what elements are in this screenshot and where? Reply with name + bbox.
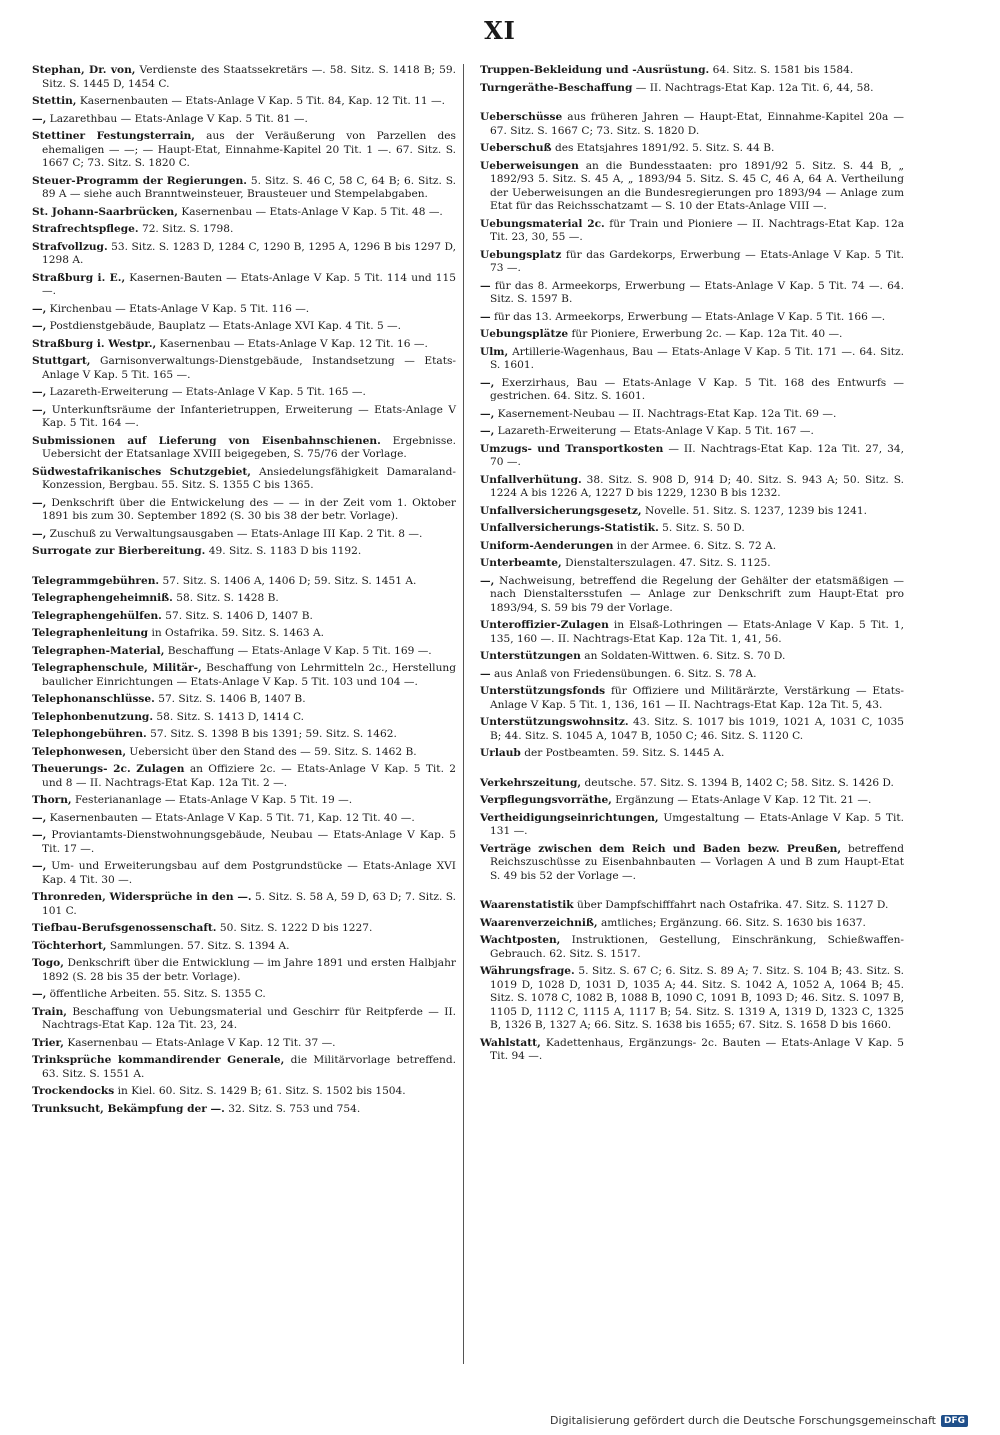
entry-references: 57. Sitz. S. 1406 D, 1407 B. (165, 609, 313, 622)
index-entry (32, 175, 456, 202)
entry-references: amtliches; Ergänzung. 66. Sitz. S. 1630 bis 1637. (600, 916, 866, 929)
entry-references: — II. Nachtrags-Etat Kap. 12a Tit. 27, 34, 70 —. (490, 442, 904, 468)
entry-headword: —, (480, 376, 495, 389)
entry-headword: —, (32, 403, 47, 416)
index-entry (32, 1054, 456, 1081)
index-entry (480, 619, 904, 646)
entry-references: 32. Sitz. S. 753 und 754. (228, 1102, 361, 1115)
entry-references: 43. Sitz. S. 1017 bis 1019, 1021 A, 1031 C, 1035 B; 44. Sitz. S. 1045 A, 1047 B, 1050 C; 46. Sitz. S. 1120 C. (490, 716, 904, 742)
entry-references: in der Armee. 6. Sitz. S. 72 A. (616, 539, 777, 552)
entry-references: Sammlungen. 57. Sitz. S. 1394 A. (109, 939, 290, 952)
entry-headword: Verkehrszeitung, (480, 776, 582, 789)
entry-headword: Truppen-Bekleidung und -Ausrüstung. (480, 64, 710, 76)
entry-headword: Turngeräthe-Beschaffung (480, 81, 633, 94)
entry-headword: Vertheidigungseinrichtungen, (480, 811, 659, 824)
entry-references: 64. Sitz. S. 1581 bis 1584. (712, 64, 854, 76)
index-entry (480, 474, 904, 501)
entry-headword: Umzugs- und Transportkosten (480, 442, 664, 455)
entry-headword: —, (32, 386, 47, 398)
index-entry (32, 957, 456, 984)
entry-headword: —, (480, 407, 495, 420)
index-entry (32, 794, 456, 808)
entry-references: Kasernenbau — Etats-Anlage V Kap. 12 Tit. 16 —. (159, 337, 428, 350)
entry-headword: Wachtposten, (480, 934, 561, 946)
index-entry (32, 728, 456, 742)
entry-headword: Train, (32, 1005, 67, 1018)
entry-references: über Dampfschifffahrt nach Ostafrika. 47. Sitz. S. 1127 D. (576, 899, 889, 911)
entry-headword: Uebungsplatz (480, 248, 562, 261)
entry-headword: Stephan, Dr. von, (32, 64, 136, 76)
index-entry (480, 934, 904, 961)
entry-references: Garnisonverwaltungs-Dienstgebäude, Instandsetzung — Etats-Anlage V Kap. 5 Tit. 165 —. (42, 355, 456, 381)
entry-headword: Strafvollzug. (32, 240, 108, 253)
index-entry (480, 346, 904, 373)
index-entry (32, 338, 456, 352)
index-entry (480, 328, 904, 342)
entry-headword: Thorn, (32, 794, 72, 806)
index-entry (32, 829, 456, 856)
index-entry (480, 142, 904, 156)
index-entry (32, 645, 456, 659)
entry-headword: Währungsfrage. (480, 965, 575, 977)
entry-headword: — (480, 667, 491, 680)
index-entry (32, 241, 456, 268)
entry-headword: Ulm, (480, 345, 509, 358)
index-entry (480, 575, 904, 616)
entry-references: Artillerie-Wagenhaus, Bau — Etats-Anlage V Kap. 5 Tit. 171 —. 64. Sitz. S. 1601. (490, 345, 904, 371)
entry-headword: Verpflegungsvorräthe, (480, 794, 612, 806)
index-entry (32, 404, 456, 431)
entry-references: Exerzirhaus, Bau — Etats-Anlage V Kap. 5 Tit. 168 des Entwurfs — gestrichen. 64. Sitz. S. 1601. (490, 376, 905, 402)
entry-headword: —, (480, 425, 495, 437)
entry-references: Lazarethbau — Etats-Anlage V Kap. 5 Tit. 81 —. (49, 112, 308, 125)
entry-references: Novelle. 51. Sitz. S. 1237, 1239 bis 1241. (644, 504, 868, 517)
entry-headword: Trunksucht, Bekämpfung der —. (32, 1102, 225, 1115)
index-entry (480, 557, 904, 571)
entry-references: 57. Sitz. S. 1406 A, 1406 D; 59. Sitz. S. 1451 A. (162, 574, 417, 587)
entry-headword: Steuer-Programm der Regierungen. (32, 174, 247, 187)
entry-headword: —, (32, 112, 47, 125)
entry-headword: Telegraphenleitung (32, 627, 149, 639)
entry-headword: Waarenstatistik (480, 899, 574, 911)
entry-headword: —, (32, 320, 47, 332)
entry-references: die Militärvorlage betreffend. 63. Sitz. S. 1551 A. (42, 1054, 456, 1080)
index-entry (32, 113, 456, 127)
index-entry (480, 160, 904, 214)
entry-references: deutsche. 57. Sitz. S. 1394 B, 1402 C; 58. Sitz. S. 1426 D. (584, 776, 894, 789)
index-entry (480, 280, 904, 307)
index-entry (32, 528, 456, 542)
section-gap (32, 563, 456, 575)
entry-references: für das Gardekorps, Erwerbung — Etats-Anlage V Kap. 5 Tit. 73 —. (490, 248, 904, 274)
entry-references: 58. Sitz. S. 1413 D, 1414 C. (156, 710, 305, 723)
entry-references: Unterkunftsräume der Infanterietruppen, Erweiterung — Etats-Anlage V Kap. 5 Tit. 164 —. (42, 403, 457, 429)
entry-headword: Uebungsmaterial 2c. (480, 217, 605, 230)
index-entry (32, 303, 456, 317)
entry-references: Zuschuß zu Verwaltungsausgaben — Etats-Anlage III Kap. 2 Tit. 8 —. (49, 527, 423, 540)
index-entry (480, 82, 904, 96)
entry-headword: Wahlstatt, (480, 1036, 541, 1049)
index-entry (480, 443, 904, 470)
entry-headword: Stettin, (32, 95, 77, 107)
entry-headword: Ueberschuß (480, 142, 552, 154)
entry-references: aus früheren Jahren — Haupt-Etat, Einnahme-Kapitel 20a — 67. Sitz. S. 1667 C; 73. Sitz. S. 1820 D. (490, 111, 904, 137)
entry-headword: — (480, 279, 491, 292)
entry-references: Kasernenbau — Etats-Anlage V Kap. 12 Tit. 37 —. (67, 1036, 336, 1049)
entry-references: 5. Sitz. S. 46 C, 58 C, 64 B; 6. Sitz. S. 89 A — siehe auch Branntweinsteuer, Brausteuer und Stempelabgaben. (42, 174, 456, 200)
entry-headword: Uebungsplätze (480, 328, 569, 340)
index-entry (480, 917, 904, 931)
entry-headword: Südwestafrikanisches Schutzgebiet, (32, 465, 251, 478)
section-gap (480, 887, 904, 899)
entry-references: 5. Sitz. S. 50 D. (662, 522, 745, 534)
entry-headword: Straßburg i. E., (32, 271, 126, 284)
entry-headword: Waarenverzeichniß, (480, 916, 598, 929)
entry-references: Beschaffung — Etats-Anlage V Kap. 5 Tit. 169 —. (167, 644, 432, 657)
entry-references: Festeriananlage — Etats-Anlage V Kap. 5 Tit. 19 —. (75, 794, 353, 806)
entry-headword: Unterstützungsfonds (480, 685, 606, 697)
index-entry (32, 355, 456, 382)
index-entry (32, 746, 456, 760)
footer-text: Digitalisierung gefördert durch die Deutsche Forschungsgemeinschaft (550, 1414, 936, 1427)
entry-headword: —, (32, 302, 47, 315)
entry-references: 53. Sitz. S. 1283 D, 1284 C, 1290 B, 1295 A, 1296 B bis 1297 D, 1298 A. (42, 240, 457, 266)
entry-headword: Töchterhort, (32, 939, 107, 952)
entry-references: Kirchenbau — Etats-Anlage V Kap. 5 Tit. 116 —. (49, 302, 310, 315)
entry-headword: Trockendocks (32, 1085, 115, 1097)
entry-references: für das 8. Armeekorps, Erwerbung — Etats-Anlage V Kap. 5 Tit. 74 —. 64. Sitz. S. 1597 B. (490, 279, 904, 305)
entry-headword: Thronreden, Widersprüche in den —. (32, 891, 252, 903)
index-entry (32, 1006, 456, 1033)
index-entry (32, 812, 456, 826)
entry-references: Instruktionen, Gestellung, Einschränkung, Schießwaffen-Gebrauch. 62. Sitz. S. 1517. (490, 934, 904, 960)
entry-headword: Stuttgart, (32, 355, 91, 367)
entry-headword: Stettiner Festungsterrain, (32, 130, 195, 142)
index-entry (32, 497, 456, 524)
index-entry (32, 988, 456, 1002)
section-gap (480, 765, 904, 777)
entry-headword: Strafrechtspflege. (32, 223, 139, 235)
index-entry (32, 922, 456, 936)
index-entry (32, 693, 456, 707)
index-entry (480, 377, 904, 404)
entry-references: an Soldaten-Wittwen. 6. Sitz. S. 70 D. (584, 650, 786, 662)
entry-references: an die Bundesstaaten: pro 1891/92 5. Sitz. S. 44 B, „ 1892/93 5. Sitz. S. 45 A, „ 1893/94 5. Sitz. S. 45 C, 46 A, 64 A. Vertheilung der Ueberweisungen an die Bundesregierungen pro 1893/94 — Anlage zum Etat für das Reichsschatzamt — S. 10 der Etats-Anlage VIII —. (490, 159, 904, 212)
entry-references: Kadettenhaus, Ergänzungs- 2c. Bauten — Etats-Anlage V Kap. 5 Tit. 94 —. (490, 1036, 904, 1062)
entry-headword: Straßburg i. Westpr., (32, 337, 157, 350)
column-divider (463, 64, 464, 1364)
entry-headword: Togo, (32, 957, 64, 969)
entry-headword: Unfallversicherungsgesetz, (480, 504, 642, 517)
entry-references: Denkschrift über die Entwicklung — im Jahre 1891 und ersten Halbjahr 1892 (S. 28 bis 35 der betr. Vorlage). (42, 957, 456, 983)
entry-headword: Telegraphengeheimniß. (32, 592, 173, 604)
index-column-left (32, 64, 456, 1120)
index-entry (32, 763, 456, 790)
section-gap (480, 99, 904, 111)
index-entry (32, 545, 456, 559)
entry-headword: Tiefbau-Berufsgenossenschaft. (32, 922, 217, 934)
index-column-right (480, 64, 904, 1068)
index-entry (32, 860, 456, 887)
index-entry (32, 466, 456, 493)
index-entry (32, 1037, 456, 1051)
entry-references: 72. Sitz. S. 1798. (141, 223, 234, 235)
entry-headword: —, (32, 829, 47, 841)
index-entry (480, 794, 904, 808)
entry-references: Verdienste des Staatssekretärs —. 58. Sitz. S. 1418 B; 59. Sitz. S. 1445 D, 1454 C. (42, 64, 456, 90)
entry-references: Lazareth-Erweiterung — Etats-Anlage V Kap. 5 Tit. 167 —. (497, 425, 814, 437)
entry-references: Ergebnisse. Uebersicht der Etatsanlage XVIII beigegeben, S. 75/76 der Vorlage. (42, 434, 456, 460)
entry-headword: Telegrammgebühren. (32, 574, 160, 587)
index-entry (32, 435, 456, 462)
entry-headword: — (480, 310, 491, 323)
entry-headword: Unterstützungen (480, 650, 581, 662)
entry-references: der Postbeamten. 59. Sitz. S. 1445 A. (524, 747, 725, 759)
index-entry (32, 223, 456, 237)
entry-references: Ergänzung — Etats-Anlage V Kap. 12 Tit. 21 —. (615, 794, 872, 806)
entry-headword: Urlaub (480, 747, 521, 759)
entry-headword: Unterbeamte, (480, 557, 562, 569)
entry-headword: —, (32, 496, 47, 509)
index-entry (32, 1103, 456, 1117)
entry-headword: Trier, (32, 1036, 64, 1049)
entry-headword: Submissionen auf Lieferung von Eisenbahnschienen. (32, 434, 381, 447)
entry-references: Umgestaltung — Etats-Anlage V Kap. 5 Tit. 131 —. (490, 811, 904, 837)
index-entry (32, 662, 456, 689)
entry-references: Kasernen-Bauten — Etats-Anlage V Kap. 5 Tit. 114 und 115 —. (42, 271, 456, 297)
index-entry (32, 272, 456, 299)
index-entry (480, 812, 904, 839)
index-entry (480, 111, 904, 138)
index-entry (480, 777, 904, 791)
index-entry (32, 206, 456, 220)
index-entry (32, 610, 456, 624)
entry-headword: Trinksprüche kommandirender Generale, (32, 1054, 285, 1066)
entry-references: des Etatsjahres 1891/92. 5. Sitz. S. 44 B. (554, 142, 775, 154)
entry-references: Kasernenbau — Etats-Anlage V Kap. 5 Tit. 48 —. (181, 205, 443, 218)
entry-references: an Offiziere 2c. — Etats-Anlage V Kap. 5 Tit. 2 und 8 — II. Nachtrags-Etat Kap. 12a Tit. 2 —. (42, 763, 456, 789)
index-entry (480, 843, 904, 884)
index-entry (480, 668, 904, 682)
entry-references: 50. Sitz. S. 1222 D bis 1227. (219, 922, 373, 934)
index-entry (480, 650, 904, 664)
entry-references: 57. Sitz. S. 1398 B bis 1391; 59. Sitz. S. 1462. (150, 728, 397, 740)
entry-references: für Pioniere, Erwerbung 2c. — Kap. 12a Tit. 40 —. (571, 328, 843, 340)
index-entry (480, 311, 904, 325)
index-entry (480, 1037, 904, 1064)
entry-references: in Kiel. 60. Sitz. S. 1429 B; 61. Sitz. S. 1502 bis 1504. (117, 1085, 406, 1097)
index-entry (32, 1085, 456, 1099)
page-number: XI (484, 16, 516, 45)
entry-references: 49. Sitz. S. 1183 D bis 1192. (208, 545, 362, 557)
entry-references: Proviantamts-Dienstwohnungsgebäude, Neubau — Etats-Anlage V Kap. 5 Tit. 17 —. (42, 829, 456, 855)
index-entry (480, 425, 904, 439)
index-entry (480, 716, 904, 743)
entry-headword: Ueberschüsse (480, 111, 563, 123)
index-entry (32, 940, 456, 954)
entry-headword: Unfallversicherungs-Statistik. (480, 522, 659, 534)
index-entry (32, 891, 456, 918)
index-entry (480, 747, 904, 761)
entry-headword: St. Johann-Saarbrücken, (32, 205, 178, 218)
index-entry (480, 64, 904, 78)
entry-references: — II. Nachtrags-Etat Kap. 12a Tit. 6, 44, 58. (635, 81, 874, 94)
entry-references: 38. Sitz. S. 908 D, 914 D; 40. Sitz. S. 943 A; 50. Sitz. S. 1224 A bis 1226 A, 1227 D bis 1229, 1230 B bis 1232. (490, 473, 904, 499)
entry-references: in Ostafrika. 59. Sitz. S. 1463 A. (151, 627, 324, 639)
entry-headword: Telephongebühren. (32, 728, 147, 740)
entry-headword: —, (32, 811, 47, 824)
entry-headword: Unteroffizier-Zulagen (480, 619, 609, 631)
entry-headword: Verträge zwischen dem Reich und Baden bezw. Preußen, (480, 842, 842, 855)
index-entry (480, 540, 904, 554)
entry-references: in Elsaß-Lothringen — Etats-Anlage V Kap. 5 Tit. 1, 135, 160 —. II. Nachtrags-Etat Kap. 12a Tit. 1, 41, 56. (490, 619, 904, 645)
entry-headword: Telegraphen-Material, (32, 644, 165, 657)
entry-headword: Uniform-Aenderungen (480, 539, 614, 552)
index-entry (480, 965, 904, 1033)
entry-headword: Surrogate zur Bierbereitung. (32, 545, 206, 557)
entry-references: betreffend Reichszuschüsse zu Eisenbahnbauten — Vorlagen A und B zum Haupt-Etat S. 49 bis 52 der Vorlage —. (490, 842, 904, 882)
entry-references: öffentliche Arbeiten. 55. Sitz. S. 1355 C. (49, 988, 266, 1000)
index-entry (480, 899, 904, 913)
index-entry (32, 130, 456, 171)
index-entry (480, 218, 904, 245)
entry-references: für Offiziere und Militärärzte, Verstärkung — Etats-Anlage V Kap. 5 Tit. 1, 136, 161 — II. Nachtrags-Etat Kap. 12a Tit. 5, 43. (490, 685, 904, 711)
entry-references: Beschaffung von Lehrmitteln 2c., Herstellung baulicher Einrichtungen — Etats-Anlage V Kap. 5 Tit. 103 und 104 —. (42, 662, 456, 688)
index-entry (32, 95, 456, 109)
index-entry (32, 386, 456, 400)
entry-headword: Theuerungs- 2c. Zulagen (32, 763, 185, 775)
entry-references: Kasernenbauten — Etats-Anlage V Kap. 5 Tit. 84, Kap. 12 Tit. 11 —. (79, 95, 445, 107)
entry-references: 57. Sitz. S. 1406 B, 1407 B. (158, 693, 306, 705)
entry-headword: —, (32, 527, 47, 540)
entry-references: Lazareth-Erweiterung — Etats-Anlage V Kap. 5 Tit. 165 —. (49, 386, 366, 398)
index-entry (480, 249, 904, 276)
index-entry (32, 711, 456, 725)
entry-references: für das 13. Armeekorps, Erwerbung — Etats-Anlage V Kap. 5 Tit. 166 —. (493, 310, 886, 323)
entry-references: Ansiedelungsfähigkeit Damaraland-Konzession, Bergbau. 55. Sitz. S. 1355 C bis 1365. (42, 465, 456, 491)
index-entry (480, 685, 904, 712)
entry-references: 5. Sitz. S. 67 C; 6. Sitz. S. 89 A; 7. Sitz. S. 104 B; 43. Sitz. S. 1019 D, 1028 D, 1031 D, 1035 A; 44. Sitz. S. 1042 A, 1052 A, 1064 B; 45. Sitz. S. 1078 C, 1082 B, 1088 B, 1090 C, 1091 B, 1093 D; 46. Sitz. S. 1097 B, 1105 D, 1112 C, 1115 A, 1117 B; 54. Sitz. S. 1319 A, 1319 D, 1323 C, 1325 B, 1326 B, 1327 A; 66. Sitz. S. 1638 bis 1655; 67. Sitz. S. 1658 D bis 1660. (490, 965, 904, 1031)
index-entry (32, 64, 456, 91)
index-entry (32, 592, 456, 606)
entry-references: 5. Sitz. S. 58 A, 59 D, 63 D; 7. Sitz. S. 101 C. (42, 891, 456, 917)
index-entry (480, 408, 904, 422)
entry-headword: —, (32, 860, 47, 872)
entry-references: 58. Sitz. S. 1428 B. (176, 592, 279, 604)
index-entry (32, 320, 456, 334)
entry-references: Um- und Erweiterungsbau auf dem Postgrundstücke — Etats-Anlage XVI Kap. 4 Tit. 30 —. (42, 860, 456, 886)
entry-references: Denkschrift über die Entwickelung des — — in der Zeit vom 1. Oktober 1891 bis zum 30. September 1892 (S. 30 bis 38 der betr. Vorlage). (42, 496, 456, 522)
entry-headword: —, (32, 988, 47, 1000)
entry-references: Dienstalterszulagen. 47. Sitz. S. 1125. (565, 557, 771, 569)
entry-headword: —, (480, 574, 495, 587)
entry-references: Beschaffung von Uebungsmaterial und Geschirr für Reitpferde — II. Nachtrags-Etat Kap. 12a Tit. 23, 24. (42, 1005, 456, 1031)
entry-headword: Telegraphenschule, Militär-, (32, 662, 202, 674)
entry-references: Uebersicht über den Stand des — 59. Sitz. S. 1462 B. (129, 745, 417, 758)
entry-headword: Telephonbenutzung. (32, 710, 154, 723)
dfg-logo-icon: DFG (941, 1415, 968, 1427)
entry-references: aus Anlaß von Friedensübungen. 6. Sitz. S. 78 A. (493, 667, 757, 680)
entry-headword: Unfallverhütung. (480, 473, 582, 486)
entry-references: Postdienstgebäude, Bauplatz — Etats-Anlage XVI Kap. 4 Tit. 5 —. (49, 320, 402, 332)
entry-references: Kasernement-Neubau — II. Nachtrags-Etat Kap. 12a Tit. 69 —. (497, 407, 837, 420)
entry-references: Nachweisung, betreffend die Regelung der Gehälter der etatsmäßigen — nach Dienstaltersstufen — Anlage zur Denkschrift zum Haupt-Etat pro 1893/94, S. 59 bis 79 der Vorlage. (490, 574, 904, 614)
entry-headword: Ueberweisungen (480, 159, 579, 172)
entry-references: für Train und Pioniere — II. Nachtrags-Etat Kap. 12a Tit. 23, 30, 55 —. (490, 217, 905, 243)
entry-references: aus der Veräußerung von Parzellen des ehemaligen — —; — Haupt-Etat, Einnahme-Kapitel 20 Tit. 1 —. 67. Sitz. S. 1667 C; 73. Sitz. S. 1820 C. (42, 130, 456, 169)
index-entry (32, 627, 456, 641)
index-entry (32, 575, 456, 589)
footer-credit (550, 1414, 968, 1427)
entry-references: Kasernenbauten — Etats-Anlage V Kap. 5 Tit. 71, Kap. 12 Tit. 40 —. (49, 811, 415, 824)
entry-headword: Telephonanschlüsse. (32, 693, 155, 705)
entry-headword: Telegraphengehülfen. (32, 609, 162, 622)
index-entry (480, 522, 904, 536)
entry-headword: Unterstützungswohnsitz. (480, 716, 629, 728)
entry-headword: Telephonwesen, (32, 745, 127, 758)
index-entry (480, 505, 904, 519)
